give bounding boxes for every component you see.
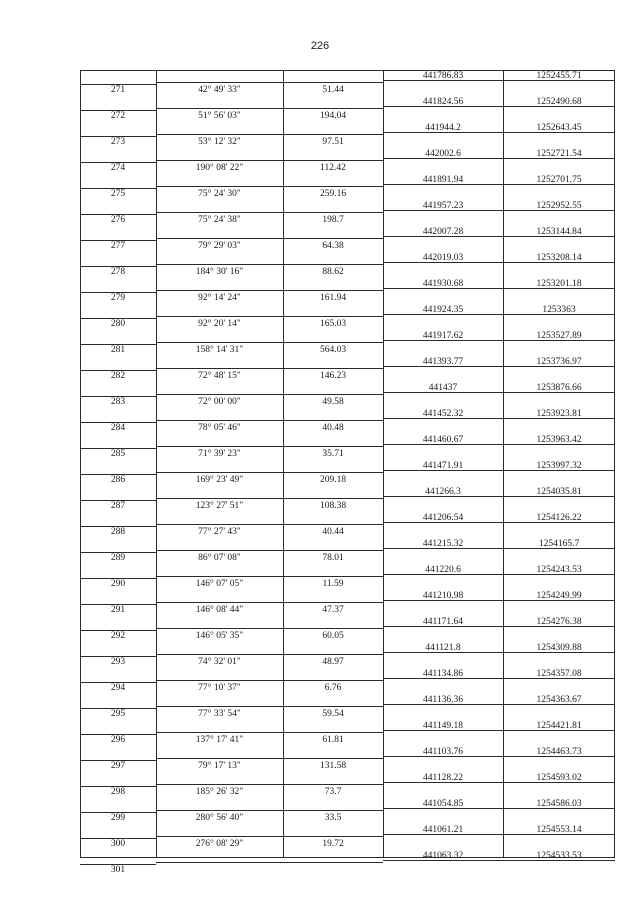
row-divider-segment [156, 342, 383, 343]
segment-bearing: 51° 56' 03" [198, 111, 241, 121]
coordinate-y: 1254533.53 [536, 851, 582, 861]
coordinate-y: 1253876.66 [536, 383, 582, 393]
point-number: 287 [110, 501, 126, 511]
segment-distance: 51.44 [322, 85, 344, 95]
coordinate-x: 441824.56 [422, 97, 464, 107]
segment-bearing: 75° 24' 30" [198, 189, 241, 199]
segment-distance: 564.03 [319, 345, 347, 355]
segment-bearing: 53° 12' 32" [198, 137, 241, 147]
row-divider-segment [156, 472, 383, 473]
row-divider-segment [156, 134, 383, 135]
coordinate-y: 1253208.14 [536, 253, 582, 263]
coordinate-x: 441128.22 [422, 773, 464, 783]
segment-distance: 112.42 [320, 163, 346, 173]
point-number: 276 [110, 215, 126, 225]
row-divider-segment [156, 264, 383, 265]
segment-distance: 108.38 [319, 501, 347, 511]
segment-bearing: 146° 08' 44" [195, 605, 244, 615]
point-number: 289 [110, 553, 126, 563]
coordinate-x: 442019.03 [422, 253, 464, 263]
segment-distance: 61.81 [322, 735, 344, 745]
coordinate-x: 441393.77 [422, 357, 464, 367]
row-divider-segment [156, 290, 383, 291]
point-number: 291 [110, 605, 126, 615]
point-number: 275 [110, 189, 126, 199]
row-divider-segment [156, 212, 383, 213]
segment-distance: 33.5 [324, 813, 342, 823]
segment-bearing: 74° 32' 01" [198, 657, 241, 667]
coordinate-x: 441957.23 [422, 201, 464, 211]
row-divider-segment [156, 654, 383, 655]
segment-bearing: 72° 48' 15" [198, 371, 241, 381]
coordinate-x: 441121.8 [425, 643, 461, 653]
row-divider-segment [156, 446, 383, 447]
segment-distance: 49.58 [322, 397, 344, 407]
row-divider-segment [156, 238, 383, 239]
coordinate-y: 1252952.55 [536, 201, 582, 211]
segment-bearing: 146° 05' 35" [195, 631, 244, 641]
coordinate-x: 441063.32 [422, 851, 464, 861]
coordinate-y: 1253997.32 [536, 461, 582, 471]
coordinate-x: 441103.76 [422, 747, 464, 757]
coordinate-x: 442007.28 [422, 227, 464, 237]
coordinate-y: 1252643.45 [536, 123, 582, 133]
row-divider-segment [156, 576, 383, 577]
coordinate-y: 1254165.7 [538, 539, 580, 549]
coordinate-x: 441061.21 [422, 825, 464, 835]
row-divider-segment [156, 628, 383, 629]
coordinate-y: 1254243.53 [536, 565, 582, 575]
coordinate-x: 441460.67 [422, 435, 464, 445]
segment-bearing: 184° 30' 16" [195, 267, 244, 277]
point-number: 290 [110, 579, 126, 589]
segment-bearing: 86° 07' 08" [198, 553, 241, 563]
point-number: 271 [110, 85, 126, 95]
point-number: 279 [110, 293, 126, 303]
segment-distance: 131.58 [319, 761, 347, 771]
segment-distance: 35.71 [322, 449, 344, 459]
segment-distance: 73.7 [324, 787, 342, 797]
point-number: 286 [110, 475, 126, 485]
coordinate-x: 441786.83 [422, 71, 464, 81]
segment-distance: 194.04 [319, 111, 347, 121]
segment-bearing: 79° 17' 13" [198, 761, 241, 771]
segment-bearing: 280° 56' 40" [195, 813, 244, 823]
coordinate-y: 1254463.73 [536, 747, 582, 757]
segment-distance: 78.01 [322, 553, 344, 563]
coordinate-x: 441149.18 [422, 721, 464, 731]
coordinate-x: 441266.3 [425, 487, 461, 497]
coordinate-y: 1252490.68 [536, 97, 582, 107]
coordinate-y: 1253144.84 [536, 227, 582, 237]
point-number: 285 [110, 449, 126, 459]
row-divider-segment [156, 758, 383, 759]
row-divider-segment [156, 784, 383, 785]
row-divider-segment [156, 550, 383, 551]
coordinate-y: 1254586.03 [536, 799, 582, 809]
coordinate-y: 1252455.71 [536, 71, 582, 81]
row-divider-segment [156, 186, 383, 187]
coordinate-x: 441210.98 [422, 591, 464, 601]
row-divider-segment [156, 602, 383, 603]
segment-bearing: 169° 23' 49" [195, 475, 244, 485]
coordinate-table [80, 70, 615, 875]
coordinate-x: 441437 [428, 383, 458, 393]
segment-bearing: 78° 05' 46" [198, 423, 241, 433]
segment-bearing: 190° 08' 22" [195, 163, 244, 173]
segment-distance: 40.48 [322, 423, 344, 433]
coordinate-x: 441917.62 [422, 331, 464, 341]
coordinate-y: 1254593.02 [536, 773, 582, 783]
point-number: 288 [110, 527, 126, 537]
coordinate-x: 441891.94 [422, 175, 464, 185]
segment-distance: 146.23 [319, 371, 347, 381]
coordinate-y: 1252721.54 [536, 149, 582, 159]
row-divider-segment [156, 316, 383, 317]
segment-distance: 6.76 [324, 683, 342, 693]
segment-bearing: 123° 27' 51" [195, 501, 244, 511]
coordinate-x: 441452.32 [422, 409, 464, 419]
segment-distance: 88.62 [322, 267, 344, 277]
segment-bearing: 146° 07' 05" [195, 579, 244, 589]
coordinate-x: 441054.85 [422, 799, 464, 809]
segment-distance: 161.94 [319, 293, 347, 303]
coordinate-y: 1254035.81 [536, 487, 582, 497]
segment-bearing: 158° 14' 31" [195, 345, 244, 355]
point-number: 282 [110, 371, 126, 381]
coordinate-y: 1254363.67 [536, 695, 582, 705]
row-divider-segment [156, 498, 383, 499]
segment-distance: 209.18 [319, 475, 347, 485]
coordinate-y: 1253527.89 [536, 331, 582, 341]
segment-bearing: 79° 29' 03" [198, 241, 241, 251]
coordinate-x: 441471.91 [422, 461, 464, 471]
segment-distance: 59.54 [322, 709, 344, 719]
coordinate-x: 441206.54 [422, 513, 464, 523]
coordinate-x: 441220.6 [425, 565, 461, 575]
segment-distance: 40.44 [322, 527, 344, 537]
point-number: 284 [110, 423, 126, 433]
point-number: 297 [110, 761, 126, 771]
row-divider-segment [156, 394, 383, 395]
coordinate-y: 1254249.99 [536, 591, 582, 601]
segment-distance: 60.05 [322, 631, 344, 641]
coordinate-y: 1253736.97 [536, 357, 582, 367]
segment-bearing: 276° 08' 29" [195, 839, 244, 849]
coordinate-y: 1254357.08 [536, 669, 582, 679]
point-number: 277 [110, 241, 126, 251]
segment-distance: 19.72 [322, 839, 344, 849]
coordinate-x: 441134.86 [422, 669, 464, 679]
segment-bearing: 77° 27' 43" [198, 527, 241, 537]
segment-bearing: 77° 33' 54" [198, 709, 241, 719]
segment-bearing: 75° 24' 38" [198, 215, 241, 225]
segment-distance: 47.37 [322, 605, 344, 615]
segment-distance: 64.38 [322, 241, 344, 251]
point-number: 280 [110, 319, 126, 329]
segment-distance: 11.59 [322, 579, 344, 589]
coordinate-x: 441944.2 [425, 123, 461, 133]
point-number: 298 [110, 787, 126, 797]
coordinate-x: 441171.64 [422, 617, 464, 627]
point-number: 278 [110, 267, 126, 277]
point-number: 299 [110, 813, 126, 823]
segment-bearing: 42° 49' 33" [198, 85, 241, 95]
coordinate-y: 1254553.14 [536, 825, 582, 835]
point-number: 281 [110, 345, 126, 355]
coordinate-x: 442002.6 [425, 149, 461, 159]
segment-bearing: 72° 00' 00" [198, 397, 241, 407]
row-divider-segment [156, 732, 383, 733]
segment-distance: 259.16 [319, 189, 347, 199]
point-number: 301 [110, 865, 126, 875]
segment-distance: 165.03 [319, 319, 347, 329]
coordinate-x: 441215.32 [422, 539, 464, 549]
coordinate-y: 1254421.81 [536, 721, 582, 731]
segment-bearing: 92° 20' 14" [198, 319, 241, 329]
page-number: 226 [310, 40, 330, 52]
point-number: 296 [110, 735, 126, 745]
segment-distance: 198.7 [322, 215, 344, 225]
row-divider-segment [156, 706, 383, 707]
coordinate-x: 441136.36 [422, 695, 464, 705]
coordinate-y: 1253923.81 [536, 409, 582, 419]
row-divider-segment [156, 108, 383, 109]
row-divider-segment [156, 420, 383, 421]
segment-bearing: 71° 39' 23" [198, 449, 241, 459]
coordinate-x: 441930.68 [422, 279, 464, 289]
coordinate-y: 1253363 [542, 305, 576, 315]
point-number: 272 [110, 111, 126, 121]
segment-distance: 48.97 [322, 657, 344, 667]
point-number: 294 [110, 683, 126, 693]
coordinate-x: 441924.35 [422, 305, 464, 315]
segment-bearing: 185° 26' 32" [195, 787, 244, 797]
row-divider-segment [156, 524, 383, 525]
coordinate-y: 1253963.42 [536, 435, 582, 445]
row-divider-segment [156, 810, 383, 811]
row-divider-segment [156, 82, 383, 83]
point-number: 293 [110, 657, 126, 667]
segment-bearing: 77° 10' 37" [198, 683, 241, 693]
segment-bearing: 92° 14' 24" [198, 293, 241, 303]
row-divider-segment [156, 160, 383, 161]
row-divider-segment [156, 862, 383, 863]
point-number: 273 [110, 137, 126, 147]
point-number: 283 [110, 397, 126, 407]
point-number: 292 [110, 631, 126, 641]
row-divider-segment [156, 368, 383, 369]
row-divider-segment [156, 836, 383, 837]
coordinate-y: 1254126.22 [536, 513, 582, 523]
coordinate-y: 1253201.18 [536, 279, 582, 289]
coordinate-y: 1254309.88 [536, 643, 582, 653]
coordinate-y: 1252701.75 [536, 175, 582, 185]
point-number: 295 [110, 709, 126, 719]
point-number: 274 [110, 163, 126, 173]
segment-distance: 97.51 [322, 137, 344, 147]
row-divider-segment [156, 680, 383, 681]
coordinate-y: 1254276.38 [536, 617, 582, 627]
segment-bearing: 137° 17' 41" [195, 735, 244, 745]
point-number: 300 [110, 839, 126, 849]
